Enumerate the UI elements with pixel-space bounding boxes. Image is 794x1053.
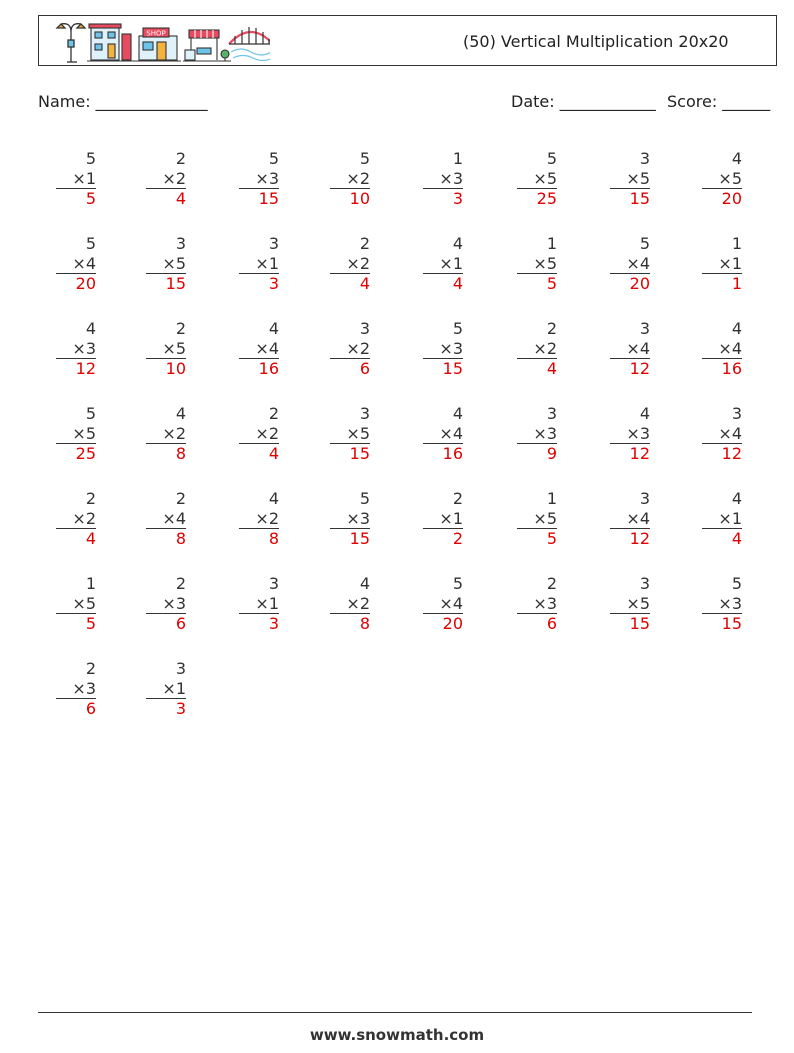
svg-text:SHOP: SHOP xyxy=(146,29,166,38)
multiplier: ×4 xyxy=(702,339,742,360)
answer: 9 xyxy=(546,444,557,463)
problem-33 xyxy=(56,489,96,549)
top-number: 5 xyxy=(639,234,650,253)
multiplier: ×3 xyxy=(330,509,370,530)
problem-37 xyxy=(423,489,463,549)
name-field[interactable]: Name: ______________ xyxy=(38,92,208,111)
answer: 1 xyxy=(731,274,742,293)
multiplier: ×4 xyxy=(702,424,742,445)
multiplier: ×3 xyxy=(517,424,557,445)
answer: 20 xyxy=(721,189,742,208)
date-field[interactable]: Date: ____________ xyxy=(511,92,656,111)
problem-42 xyxy=(146,574,186,634)
answer: 15 xyxy=(629,614,650,633)
top-number: 5 xyxy=(546,149,557,168)
answer: 12 xyxy=(75,359,96,378)
problem-11 xyxy=(239,234,279,294)
answer: 15 xyxy=(349,529,370,548)
answer: 8 xyxy=(175,444,186,463)
answer: 16 xyxy=(258,359,279,378)
answer: 4 xyxy=(452,274,463,293)
problem-38 xyxy=(517,489,557,549)
problem-30 xyxy=(517,404,557,464)
top-number: 3 xyxy=(731,404,742,423)
problem-31 xyxy=(610,404,650,464)
answer: 4 xyxy=(85,529,96,548)
footer-site: www.snowmath.com xyxy=(309,1026,485,1044)
top-number: 2 xyxy=(175,149,186,168)
top-number: 4 xyxy=(731,319,742,338)
answer: 12 xyxy=(721,444,742,463)
answer: 16 xyxy=(721,359,742,378)
top-number: 2 xyxy=(268,404,279,423)
top-number: 2 xyxy=(175,574,186,593)
multiplier: ×2 xyxy=(330,594,370,615)
multiplier: ×4 xyxy=(610,509,650,530)
multiplier: ×2 xyxy=(330,339,370,360)
problem-18 xyxy=(146,319,186,379)
answer: 5 xyxy=(85,189,96,208)
problem-36 xyxy=(330,489,370,549)
answer: 5 xyxy=(85,614,96,633)
problem-1 xyxy=(56,149,96,209)
answer: 8 xyxy=(268,529,279,548)
multiplier: ×3 xyxy=(702,594,742,615)
multiplier: ×4 xyxy=(610,254,650,275)
problem-23 xyxy=(610,319,650,379)
multiplier: ×5 xyxy=(610,169,650,190)
problem-24 xyxy=(702,319,742,379)
top-number: 4 xyxy=(359,574,370,593)
problem-9 xyxy=(56,234,96,294)
multiplier: ×4 xyxy=(610,339,650,360)
problem-19 xyxy=(239,319,279,379)
answer: 2 xyxy=(452,529,463,548)
problem-7 xyxy=(610,149,650,209)
top-number: 2 xyxy=(175,489,186,508)
problem-4 xyxy=(330,149,370,209)
answer: 20 xyxy=(442,614,463,633)
top-number: 3 xyxy=(175,659,186,678)
top-number: 4 xyxy=(85,319,96,338)
top-number: 2 xyxy=(546,319,557,338)
top-number: 4 xyxy=(268,319,279,338)
problem-47 xyxy=(610,574,650,634)
top-number: 2 xyxy=(452,489,463,508)
multiplier: ×4 xyxy=(239,339,279,360)
multiplier: ×5 xyxy=(56,594,96,615)
answer: 10 xyxy=(165,359,186,378)
multiplier: ×5 xyxy=(146,339,186,360)
top-number: 5 xyxy=(452,574,463,593)
problem-2 xyxy=(146,149,186,209)
top-number: 5 xyxy=(359,149,370,168)
answer: 12 xyxy=(629,444,650,463)
answer: 6 xyxy=(359,359,370,378)
problem-34 xyxy=(146,489,186,549)
top-number: 3 xyxy=(175,234,186,253)
problem-17 xyxy=(56,319,96,379)
multiplier: ×2 xyxy=(239,509,279,530)
answer: 3 xyxy=(452,189,463,208)
top-number: 3 xyxy=(546,404,557,423)
multiplier: ×4 xyxy=(423,594,463,615)
score-field[interactable]: Score: ______ xyxy=(667,92,771,111)
answer: 4 xyxy=(175,189,186,208)
multiplier: ×4 xyxy=(56,254,96,275)
top-number: 3 xyxy=(639,574,650,593)
multiplier: ×3 xyxy=(56,339,96,360)
answer: 12 xyxy=(629,529,650,548)
multiplier: ×1 xyxy=(146,679,186,700)
answer: 10 xyxy=(349,189,370,208)
top-number: 4 xyxy=(175,404,186,423)
multiplier: ×3 xyxy=(423,169,463,190)
multiplier: ×3 xyxy=(146,594,186,615)
top-number: 2 xyxy=(359,234,370,253)
multiplier: ×1 xyxy=(56,169,96,190)
footer-divider xyxy=(38,1012,752,1013)
multiplier: ×3 xyxy=(423,339,463,360)
multiplier: ×5 xyxy=(702,169,742,190)
top-number: 5 xyxy=(85,404,96,423)
multiplier: ×1 xyxy=(423,254,463,275)
problem-12 xyxy=(330,234,370,294)
multiplier: ×5 xyxy=(330,424,370,445)
problem-3 xyxy=(239,149,279,209)
top-number: 4 xyxy=(268,489,279,508)
top-number: 4 xyxy=(731,149,742,168)
answer: 4 xyxy=(359,274,370,293)
problem-40 xyxy=(702,489,742,549)
top-number: 3 xyxy=(359,404,370,423)
problem-39 xyxy=(610,489,650,549)
multiplier: ×5 xyxy=(146,254,186,275)
top-number: 2 xyxy=(546,574,557,593)
multiplier: ×4 xyxy=(146,509,186,530)
answer: 3 xyxy=(175,699,186,718)
multiplier: ×2 xyxy=(330,169,370,190)
problem-50 xyxy=(146,659,186,719)
multiplier: ×5 xyxy=(56,424,96,445)
multiplier: ×5 xyxy=(517,509,557,530)
multiplier: ×3 xyxy=(56,679,96,700)
problem-26 xyxy=(146,404,186,464)
answer: 15 xyxy=(629,189,650,208)
top-number: 2 xyxy=(85,659,96,678)
top-number: 1 xyxy=(546,489,557,508)
top-number: 1 xyxy=(546,234,557,253)
multiplier: ×2 xyxy=(330,254,370,275)
top-number: 3 xyxy=(639,319,650,338)
top-number: 3 xyxy=(639,149,650,168)
multiplier: ×2 xyxy=(239,424,279,445)
problem-32 xyxy=(702,404,742,464)
multiplier: ×1 xyxy=(423,509,463,530)
answer: 15 xyxy=(442,359,463,378)
top-number: 5 xyxy=(85,149,96,168)
multiplier: ×1 xyxy=(239,254,279,275)
top-number: 1 xyxy=(85,574,96,593)
answer: 6 xyxy=(85,699,96,718)
multiplier: ×4 xyxy=(423,424,463,445)
answer: 8 xyxy=(175,529,186,548)
answer: 15 xyxy=(721,614,742,633)
problem-8 xyxy=(702,149,742,209)
top-number: 1 xyxy=(731,234,742,253)
top-number: 5 xyxy=(731,574,742,593)
problem-25 xyxy=(56,404,96,464)
multiplier: ×3 xyxy=(517,594,557,615)
problem-15 xyxy=(610,234,650,294)
problem-35 xyxy=(239,489,279,549)
problem-16 xyxy=(702,234,742,294)
problem-46 xyxy=(517,574,557,634)
problem-44 xyxy=(330,574,370,634)
problem-29 xyxy=(423,404,463,464)
problem-28 xyxy=(330,404,370,464)
answer: 4 xyxy=(731,529,742,548)
answer: 5 xyxy=(546,529,557,548)
top-number: 3 xyxy=(268,234,279,253)
problem-27 xyxy=(239,404,279,464)
top-number: 2 xyxy=(175,319,186,338)
problem-6 xyxy=(517,149,557,209)
problem-5 xyxy=(423,149,463,209)
problem-10 xyxy=(146,234,186,294)
problem-14 xyxy=(517,234,557,294)
top-number: 4 xyxy=(452,404,463,423)
multiplier: ×2 xyxy=(146,424,186,445)
answer: 12 xyxy=(629,359,650,378)
top-number: 4 xyxy=(731,489,742,508)
answer: 6 xyxy=(175,614,186,633)
top-number: 5 xyxy=(268,149,279,168)
answer: 15 xyxy=(165,274,186,293)
answer: 3 xyxy=(268,274,279,293)
top-number: 2 xyxy=(85,489,96,508)
top-number: 1 xyxy=(452,149,463,168)
answer: 3 xyxy=(268,614,279,633)
multiplier: ×3 xyxy=(239,169,279,190)
top-number: 5 xyxy=(85,234,96,253)
multiplier: ×5 xyxy=(517,169,557,190)
top-number: 4 xyxy=(639,404,650,423)
problem-21 xyxy=(423,319,463,379)
answer: 5 xyxy=(546,274,557,293)
answer: 4 xyxy=(546,359,557,378)
problem-20 xyxy=(330,319,370,379)
multiplier: ×2 xyxy=(146,169,186,190)
top-number: 4 xyxy=(452,234,463,253)
answer: 6 xyxy=(546,614,557,633)
answer: 25 xyxy=(536,189,557,208)
problem-43 xyxy=(239,574,279,634)
answer: 15 xyxy=(349,444,370,463)
problem-22 xyxy=(517,319,557,379)
problem-48 xyxy=(702,574,742,634)
problem-13 xyxy=(423,234,463,294)
top-number: 3 xyxy=(359,319,370,338)
top-number: 5 xyxy=(359,489,370,508)
answer: 25 xyxy=(75,444,96,463)
answer: 20 xyxy=(629,274,650,293)
multiplier: ×1 xyxy=(239,594,279,615)
multiplier: ×1 xyxy=(702,509,742,530)
answer: 4 xyxy=(268,444,279,463)
multiplier: ×1 xyxy=(702,254,742,275)
problem-45 xyxy=(423,574,463,634)
problem-49 xyxy=(56,659,96,719)
multiplier: ×5 xyxy=(517,254,557,275)
problem-41 xyxy=(56,574,96,634)
answer: 8 xyxy=(359,614,370,633)
multiplier: ×5 xyxy=(610,594,650,615)
multiplier: ×2 xyxy=(517,339,557,360)
worksheet-title: (50) Vertical Multiplication 20x20 xyxy=(463,32,729,51)
top-number: 3 xyxy=(639,489,650,508)
answer: 20 xyxy=(75,274,96,293)
answer: 15 xyxy=(258,189,279,208)
multiplier: ×2 xyxy=(56,509,96,530)
multiplier: ×3 xyxy=(610,424,650,445)
top-number: 5 xyxy=(452,319,463,338)
top-number: 3 xyxy=(268,574,279,593)
answer: 16 xyxy=(442,444,463,463)
